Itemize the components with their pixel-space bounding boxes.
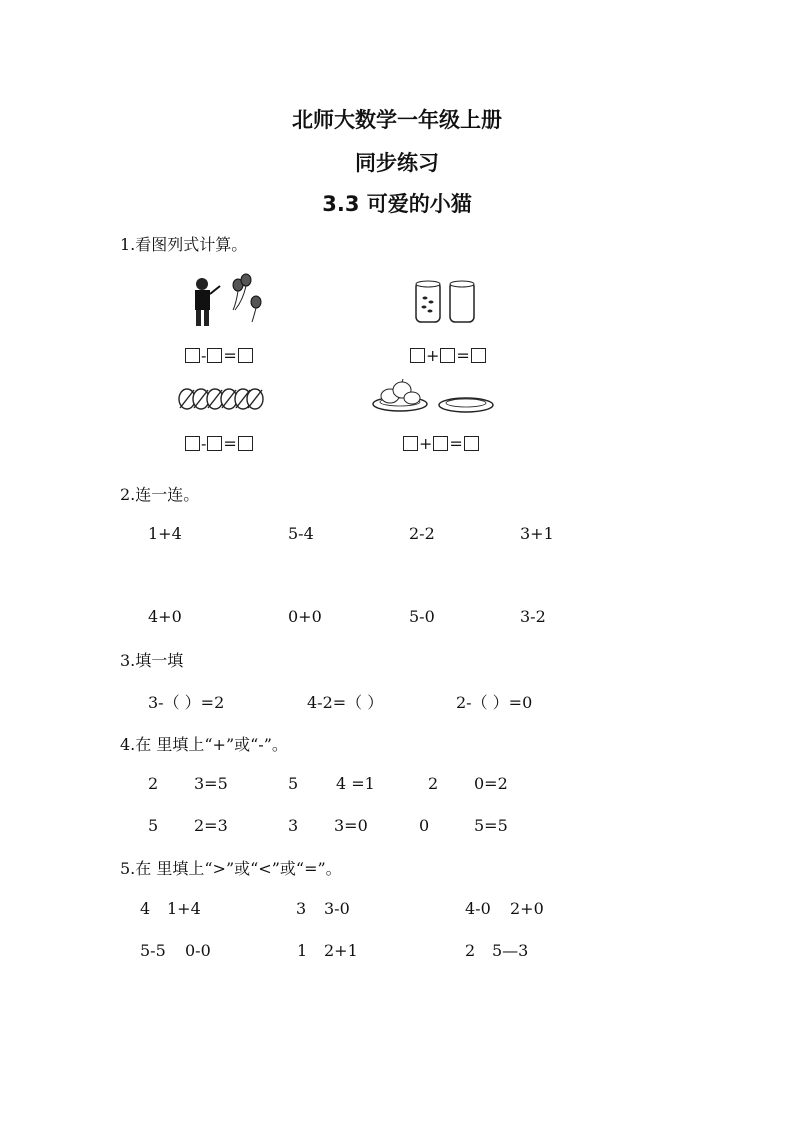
q5-item-right: 2+0 — [510, 899, 544, 918]
q4-item-right: 4 =1 — [336, 774, 375, 793]
q4-item-left: 2 — [428, 774, 439, 793]
answer-box[interactable] — [207, 436, 222, 451]
answer-box[interactable] — [433, 436, 448, 451]
q5-item-right: 0-0 — [185, 941, 211, 960]
q4-item-right: 2=3 — [194, 816, 228, 835]
equation-4 — [403, 434, 479, 453]
answer-box[interactable] — [185, 348, 200, 363]
q4-item-right: 3=5 — [194, 774, 228, 793]
answer-box[interactable] — [185, 436, 200, 451]
q5-item-right: 5—3 — [492, 941, 529, 960]
page-title: 北师大数学一年级上册 — [292, 108, 502, 132]
equals-sign: = — [456, 346, 470, 365]
match-bottom-item[interactable]: 4+0 — [148, 607, 182, 626]
answer-box[interactable] — [238, 436, 253, 451]
equals-sign: = — [223, 434, 237, 453]
answer-box[interactable] — [464, 436, 479, 451]
lesson-title: 3.3 可爱的小猫 — [322, 192, 472, 216]
operator: + — [419, 434, 433, 453]
answer-box[interactable] — [207, 348, 222, 363]
answer-box[interactable] — [471, 348, 486, 363]
q4-item-left: 2 — [148, 774, 159, 793]
equals-sign: = — [449, 434, 463, 453]
q5-item-right: 1+4 — [167, 899, 201, 918]
answer-box[interactable] — [410, 348, 425, 363]
q4-item-left: 5 — [148, 816, 159, 835]
match-bottom-item[interactable]: 5-0 — [409, 607, 435, 626]
cups-icon — [413, 278, 478, 326]
fill-item[interactable]: 4-2=（ ） — [307, 693, 384, 712]
match-top-item[interactable]: 1+4 — [148, 524, 182, 543]
q5-item-left: 2 — [465, 941, 476, 960]
q4-item-left: 0 — [419, 816, 430, 835]
q5-item-left: 5-5 — [140, 941, 166, 960]
q5-item-left: 4 — [140, 899, 151, 918]
q4-item-left: 5 — [288, 774, 299, 793]
child-balloons-icon — [188, 272, 268, 330]
question-1-label: 1.看图列式计算。 — [120, 235, 248, 254]
equals-sign: = — [223, 346, 237, 365]
match-bottom-item[interactable]: 3-2 — [520, 607, 546, 626]
fruit-plates-icon — [372, 378, 494, 418]
q4-item-right: 3=0 — [334, 816, 368, 835]
crossed-leaves-icon — [178, 386, 264, 412]
answer-box[interactable] — [238, 348, 253, 363]
q5-item-left: 4-0 — [465, 899, 491, 918]
fill-item[interactable]: 3-（ ）=2 — [148, 693, 225, 712]
q4-item-right: 0=2 — [474, 774, 508, 793]
operator: - — [201, 434, 207, 453]
equation-3 — [185, 434, 253, 453]
q5-item-right: 3-0 — [324, 899, 350, 918]
q5-item-left: 3 — [296, 899, 307, 918]
operator: - — [201, 346, 207, 365]
match-top-item[interactable]: 2-2 — [409, 524, 435, 543]
question-4-label: 4.在 里填上“+”或“-”。 — [120, 735, 288, 754]
q4-item-left: 3 — [288, 816, 299, 835]
q5-item-left: 1 — [297, 941, 308, 960]
match-top-item[interactable]: 5-4 — [288, 524, 314, 543]
equation-2 — [410, 346, 486, 365]
q4-item-right: 5=5 — [474, 816, 508, 835]
question-2-label: 2.连一连。 — [120, 485, 200, 504]
question-3-label: 3.填一填 — [120, 651, 184, 670]
answer-box[interactable] — [440, 348, 455, 363]
page-subtitle: 同步练习 — [355, 151, 439, 175]
answer-box[interactable] — [403, 436, 418, 451]
fill-item[interactable]: 2-（ ）=0 — [456, 693, 533, 712]
question-5-label: 5.在 里填上“>”或“<”或“=”。 — [120, 859, 342, 878]
q5-item-right: 2+1 — [324, 941, 358, 960]
equation-1 — [185, 346, 253, 365]
operator: + — [426, 346, 440, 365]
match-top-item[interactable]: 3+1 — [520, 524, 554, 543]
match-bottom-item[interactable]: 0+0 — [288, 607, 322, 626]
